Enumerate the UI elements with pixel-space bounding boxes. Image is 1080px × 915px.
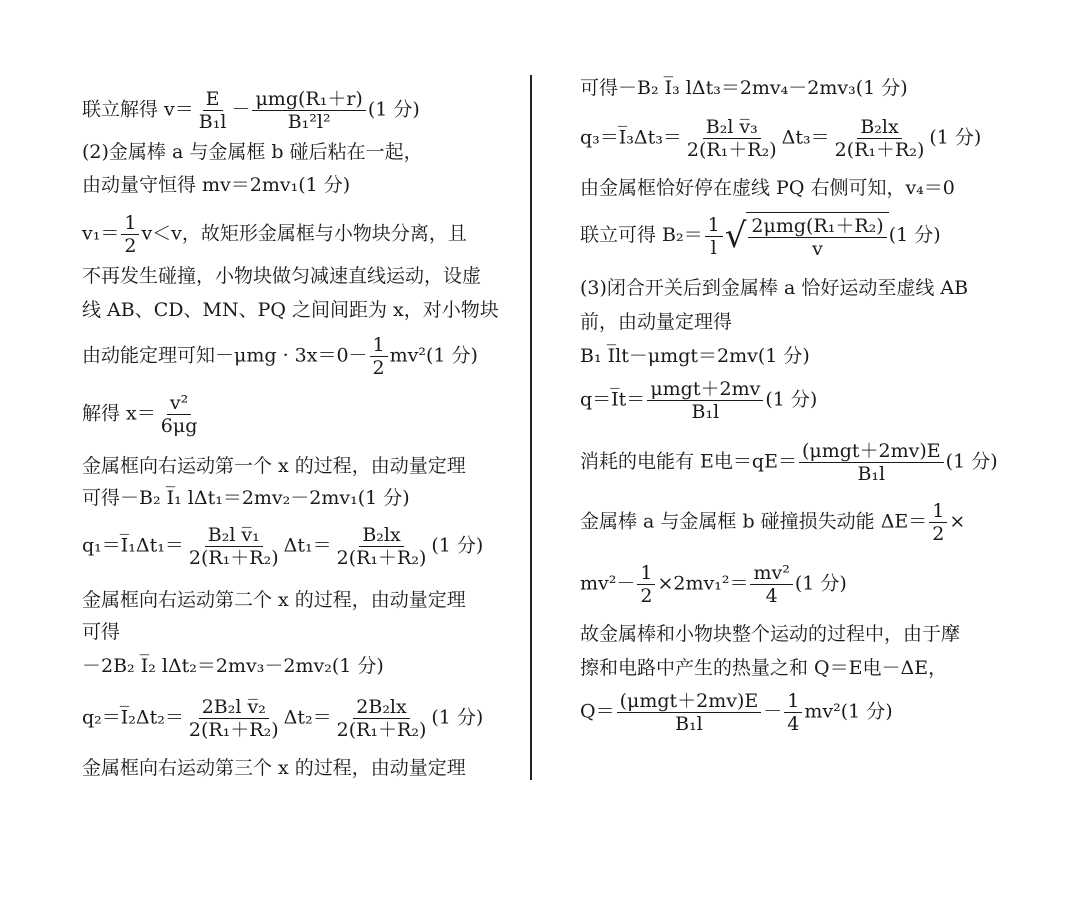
text: 由动能定理可知－μmg · 3x＝0－ [82, 344, 368, 367]
text: (1 分) [929, 126, 982, 149]
text: Q＝ [580, 700, 615, 723]
text: Δt₃＝ [781, 126, 830, 149]
text: mv²(1 分) [389, 344, 478, 367]
left-line-10: 可得－B₂ I̅₁ lΔt₁＝2mv₂－2mv₁(1 分) [82, 487, 410, 509]
left-line-9: 金属框向右运动第一个 x 的过程，由动量定理 [82, 455, 466, 477]
right-line-14 [580, 690, 893, 735]
denominator: B₁l [675, 713, 703, 735]
left-line-11 [82, 524, 483, 569]
text: 解得 x＝ [82, 402, 156, 425]
denominator: B₁l [691, 401, 720, 423]
right-line-7: B₁ I̅lt－μmgt＝2mv(1 分) [580, 345, 810, 367]
denominator: l [710, 236, 717, 259]
denominator: 2(R₁＋R₂) [336, 547, 427, 569]
left-line-1 [82, 88, 420, 133]
fraction [748, 215, 886, 260]
denominator: 2(R₁＋R₂) [336, 719, 427, 741]
left-line-15 [82, 696, 483, 741]
denominator: B₁l [198, 111, 227, 133]
denominator: 2 [372, 357, 385, 379]
numerator: v² [167, 392, 191, 415]
numerator: 1 [784, 690, 802, 713]
fraction [370, 334, 388, 379]
left-line-6: 线 AB、CD、MN、PQ 之间间距为 x，对小物块 [82, 299, 499, 321]
text: (1 分) [367, 98, 420, 121]
left-line-12: 金属框向右运动第二个 x 的过程，由动量定理 [82, 589, 466, 611]
denominator: 6μg [160, 415, 198, 437]
text: (1 分) [794, 572, 847, 595]
left-line-14: －2B₂ I̅₂ lΔt₂＝2mv₃－2mv₂(1 分) [82, 655, 384, 677]
fraction [252, 88, 365, 133]
numerator: 2B₂lx [353, 696, 409, 719]
text: q₂＝I̅₂Δt₂＝ [82, 706, 184, 729]
numerator: B₂lx [857, 116, 901, 139]
fraction [705, 214, 723, 259]
fraction [832, 116, 928, 161]
text: (1 分) [945, 450, 998, 473]
numerator: 1 [370, 334, 388, 357]
numerator: (μmgt＋2mv)E [799, 440, 944, 463]
denominator: 2 [640, 585, 653, 607]
denominator: B₁l [857, 463, 886, 485]
text: 联立可得 B₂＝ [580, 224, 703, 246]
fraction [186, 524, 282, 569]
text: mv²(1 分) [804, 700, 893, 723]
right-line-5: (3)闭合开关后到金属棒 a 恰好运动至虚线 AB [580, 277, 969, 299]
right-line-12: 故金属棒和小物块整个运动的过程中，由于摩 [580, 623, 961, 645]
fraction [186, 696, 282, 741]
denominator: 2 [124, 235, 137, 257]
text: Δt₁＝ [283, 534, 332, 557]
square-root [725, 212, 889, 260]
fraction [196, 88, 230, 133]
numerator: 2μmg(R₁＋R₂) [748, 215, 886, 238]
fraction [784, 690, 802, 735]
denominator: 2(R₁＋R₂) [188, 719, 279, 741]
text: v₁＝ [82, 222, 120, 245]
text: (1 分) [765, 388, 818, 411]
radical-sign: √ [724, 216, 747, 256]
denominator: v [812, 238, 823, 260]
numerator: E [203, 88, 223, 111]
text: (1 分) [888, 224, 941, 246]
numerator: B₂l v̅₃ [703, 116, 761, 139]
fraction [121, 212, 139, 257]
text: × [949, 510, 966, 533]
numerator: 1 [705, 214, 723, 237]
fraction [334, 524, 430, 569]
left-line-2: (2)金属棒 a 与金属框 b 碰后粘在一起， [82, 141, 423, 163]
fraction [334, 696, 430, 741]
fraction [637, 562, 655, 607]
text: － [231, 98, 251, 121]
column-divider [530, 75, 532, 780]
left-line-7 [82, 334, 478, 379]
numerator: (μmgt＋2mv)E [617, 690, 762, 713]
left-line-5: 不再发生碰撞，小物块做匀减速直线运动，设虚 [82, 265, 482, 287]
denominator: 2 [932, 523, 945, 545]
text: (1 分) [431, 706, 484, 729]
numerator: 1 [637, 562, 655, 585]
right-line-9 [580, 440, 998, 485]
numerator: 1 [121, 212, 139, 235]
numerator: B₂l v̅₁ [205, 524, 263, 547]
denominator: 2(R₁＋R₂) [834, 139, 925, 161]
right-line-2 [580, 116, 981, 161]
text: mv²－ [580, 572, 636, 595]
right-line-3: 由金属框恰好停在虚线 PQ 右侧可知，v₄＝0 [580, 177, 955, 199]
fraction [158, 392, 201, 437]
text: 联立解得 v＝ [82, 98, 194, 121]
left-line-3: 由动量守恒得 mv＝2mv₁(1 分) [82, 174, 351, 196]
numerator: 2B₂l v̅₂ [199, 696, 269, 719]
numerator: mv² [750, 562, 792, 585]
radicand [746, 212, 888, 260]
text: 消耗的电能有 E电＝qE＝ [580, 450, 797, 473]
left-line-8 [82, 392, 202, 437]
text: 金属棒 a 与金属框 b 碰撞损失动能 ΔE＝ [580, 510, 928, 533]
text: ×2mv₁²＝ [657, 572, 749, 595]
left-line-16: 金属框向右运动第三个 x 的过程，由动量定理 [82, 757, 466, 779]
right-line-13: 擦和电路中产生的热量之和 Q＝E电－ΔE， [580, 657, 948, 679]
fraction [617, 690, 762, 735]
text: q₃＝I̅₃Δt₃＝ [580, 126, 682, 149]
fraction [799, 440, 944, 485]
text: Δt₂＝ [283, 706, 332, 729]
right-line-10 [580, 500, 965, 545]
right-line-11 [580, 562, 847, 607]
left-line-4 [82, 212, 467, 257]
text: q＝I̅t＝ [580, 388, 646, 411]
denominator: 2(R₁＋R₂) [188, 547, 279, 569]
numerator: μmgt＋2mv [647, 378, 763, 401]
fraction [750, 562, 792, 607]
denominator: 4 [765, 585, 778, 607]
right-line-1: 可得－B₂ I̅₃ lΔt₃＝2mv₄－2mv₃(1 分) [580, 77, 908, 99]
right-line-6: 前，由动量定理得 [580, 311, 733, 333]
right-line-4 [580, 212, 941, 260]
fraction [684, 116, 780, 161]
text: q₁＝I̅₁Δt₁＝ [82, 534, 184, 557]
text: v＜v，故矩形金属框与小物块分离，且 [141, 222, 467, 245]
right-line-8 [580, 378, 817, 423]
left-line-13: 可得 [82, 621, 121, 643]
text: (1 分) [431, 534, 484, 557]
denominator: B₁²l² [287, 111, 331, 133]
fraction [647, 378, 763, 423]
numerator: B₂lx [359, 524, 403, 547]
denominator: 4 [787, 713, 800, 735]
numerator: 1 [929, 500, 947, 523]
text: － [763, 700, 783, 723]
numerator: μmg(R₁＋r) [252, 88, 365, 111]
fraction [929, 500, 947, 545]
denominator: 2(R₁＋R₂) [686, 139, 777, 161]
